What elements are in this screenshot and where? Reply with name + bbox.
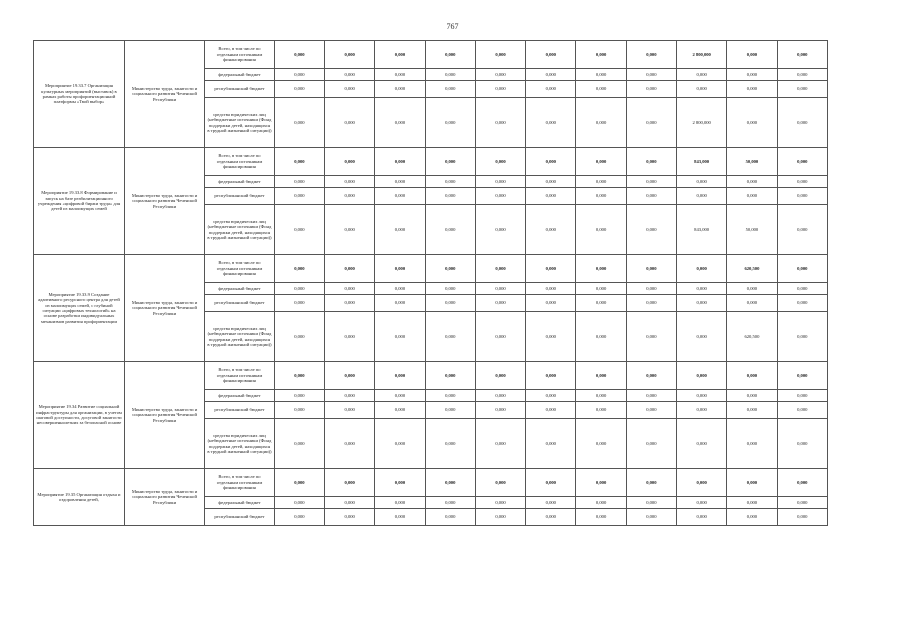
amount-cell: 0,000 — [727, 469, 777, 497]
amount-cell: 0,000 — [375, 419, 425, 469]
amount-cell: 0,000 — [777, 41, 827, 69]
amount-cell: 0,000 — [677, 509, 727, 526]
amount-cell: 0,000 — [727, 497, 777, 509]
amount-cell: 0,000 — [274, 176, 324, 188]
amount-cell: 0,000 — [777, 390, 827, 402]
table-row — [34, 41, 828, 69]
amount-cell: 0,000 — [677, 283, 727, 295]
amount-cell: 0,000 — [475, 390, 525, 402]
table-row — [34, 255, 828, 283]
amount-cell: 0,000 — [777, 176, 827, 188]
amount-cell: 0,000 — [475, 402, 525, 419]
amount-cell: 0,000 — [777, 402, 827, 419]
amount-cell: 0,000 — [727, 362, 777, 390]
amount-cell: 0,000 — [425, 390, 475, 402]
amount-cell: 0,000 — [475, 362, 525, 390]
amount-cell: 0,000 — [274, 312, 324, 362]
amount-cell: 0,000 — [375, 69, 425, 81]
amount-cell: 0,000 — [375, 402, 425, 419]
amount-cell: 0,000 — [626, 497, 676, 509]
amount-cell: 0,000 — [475, 419, 525, 469]
amount-cell: 0,000 — [626, 41, 676, 69]
amount-cell: 0,000 — [274, 390, 324, 402]
amount-cell: 0,000 — [274, 419, 324, 469]
amount-cell: 0,000 — [526, 362, 576, 390]
funding-source: Всего, в том числе по отдельным источникам финансирования — [205, 41, 275, 69]
funding-source: республиканский бюджет — [205, 81, 275, 98]
amount-cell: 0,000 — [677, 188, 727, 205]
amount-cell: 0,000 — [526, 188, 576, 205]
amount-cell: 0,000 — [425, 69, 475, 81]
amount-cell: 0,000 — [526, 205, 576, 255]
amount-cell: 0,000 — [325, 81, 375, 98]
amount-cell: 0,000 — [425, 188, 475, 205]
amount-cell: 0,000 — [576, 497, 626, 509]
amount-cell: 0,000 — [777, 98, 827, 148]
amount-cell: 0,000 — [677, 69, 727, 81]
amount-cell: 0,000 — [325, 205, 375, 255]
amount-cell: 0,000 — [475, 98, 525, 148]
amount-cell: 0,000 — [777, 283, 827, 295]
responsible-executor: Министерство труда, занятости и социального развития Чеченской Республики — [124, 362, 204, 469]
amount-cell: 0,000 — [626, 283, 676, 295]
amount-cell: 0,000 — [777, 81, 827, 98]
amount-cell: 0,000 — [526, 390, 576, 402]
amount-cell: 0,000 — [475, 69, 525, 81]
amount-cell: 0,000 — [526, 312, 576, 362]
amount-cell: 0,000 — [576, 188, 626, 205]
funding-source: федеральный бюджет — [205, 497, 275, 509]
responsible-executor: Министерство труда, занятости и социального развития Чеченской Республики — [124, 41, 204, 148]
amount-cell: 0,000 — [475, 312, 525, 362]
amount-cell: 0,000 — [777, 148, 827, 176]
amount-cell: 0,000 — [677, 81, 727, 98]
amount-cell: 0,000 — [576, 148, 626, 176]
amount-cell: 0,000 — [576, 283, 626, 295]
amount-cell: 620,500 — [727, 312, 777, 362]
amount-cell: 0,000 — [425, 176, 475, 188]
amount-cell: 0,000 — [677, 295, 727, 312]
amount-cell: 0,000 — [526, 98, 576, 148]
funding-source: федеральный бюджет — [205, 176, 275, 188]
funding-source: Всего, в том числе по отдельным источникам финансирования — [205, 255, 275, 283]
amount-cell: 0,000 — [526, 469, 576, 497]
amount-cell: 0,000 — [325, 362, 375, 390]
amount-cell: 0,000 — [677, 469, 727, 497]
amount-cell: 0,000 — [375, 148, 425, 176]
amount-cell: 0,000 — [677, 419, 727, 469]
amount-cell: 0,000 — [526, 283, 576, 295]
amount-cell: 0,000 — [576, 390, 626, 402]
amount-cell: 0,000 — [475, 255, 525, 283]
amount-cell: 0,000 — [274, 295, 324, 312]
funding-source: средства юридических лиц (небюджетные источники (Фонд поддержки детей, находящихся в трудной жизненной ситуации)) — [205, 419, 275, 469]
amount-cell: 0,000 — [475, 283, 525, 295]
event-name: Мероприятие 19.33.8 Формирование и запуск на базе реабилитационного учреждения «цифровой биржи труда» для детей из малоимущих семей — [34, 148, 125, 255]
amount-cell: 0,000 — [425, 98, 475, 148]
funding-source: средства юридических лиц (небюджетные источники (Фонд поддержки детей, находящихся в трудной жизненной ситуации)) — [205, 98, 275, 148]
amount-cell: 0,000 — [576, 402, 626, 419]
amount-cell: 0,000 — [325, 509, 375, 526]
amount-cell: 0,000 — [677, 402, 727, 419]
amount-cell: 0,000 — [425, 81, 475, 98]
amount-cell: 0,000 — [325, 469, 375, 497]
amount-cell: 0,000 — [475, 509, 525, 526]
amount-cell: 0,000 — [677, 312, 727, 362]
amount-cell: 0,000 — [325, 312, 375, 362]
amount-cell: 0,000 — [677, 497, 727, 509]
amount-cell: 0,000 — [274, 283, 324, 295]
event-name: Мероприятие 19.34 Развитие социальной инфраструктуры для организации, в учетом шаговой доступности, досуговой занятости несовершеннолетних за безопасной основе — [34, 362, 125, 469]
amount-cell: 2 800,000 — [677, 98, 727, 148]
amount-cell: 0,000 — [576, 69, 626, 81]
amount-cell: 0,000 — [375, 362, 425, 390]
amount-cell: 0,000 — [375, 205, 425, 255]
amount-cell: 0,000 — [727, 295, 777, 312]
funding-source: федеральный бюджет — [205, 283, 275, 295]
amount-cell: 0,000 — [626, 148, 676, 176]
amount-cell: 0,000 — [576, 312, 626, 362]
funding-source: федеральный бюджет — [205, 69, 275, 81]
amount-cell: 0,000 — [475, 295, 525, 312]
amount-cell: 0,000 — [526, 497, 576, 509]
amount-cell: 0,000 — [475, 148, 525, 176]
table-row — [34, 469, 828, 497]
amount-cell: 0,000 — [626, 176, 676, 188]
amount-cell: 0,000 — [475, 81, 525, 98]
amount-cell: 0,000 — [626, 98, 676, 148]
amount-cell: 0,000 — [626, 205, 676, 255]
amount-cell: 0,000 — [274, 509, 324, 526]
funding-source: Всего, в том числе по отдельным источникам финансирования — [205, 469, 275, 497]
amount-cell: 0,000 — [375, 469, 425, 497]
amount-cell: 0,000 — [727, 419, 777, 469]
amount-cell: 0,000 — [375, 312, 425, 362]
amount-cell: 0,000 — [375, 295, 425, 312]
amount-cell: 0,000 — [777, 205, 827, 255]
amount-cell: 0,000 — [325, 255, 375, 283]
funding-source: республиканский бюджет — [205, 295, 275, 312]
amount-cell: 0,000 — [274, 469, 324, 497]
amount-cell: 0,000 — [375, 509, 425, 526]
amount-cell: 0,000 — [375, 283, 425, 295]
table-row — [34, 148, 828, 176]
amount-cell: 0,000 — [626, 255, 676, 283]
amount-cell: 0,000 — [677, 390, 727, 402]
amount-cell: 0,000 — [626, 69, 676, 81]
amount-cell: 0,000 — [626, 509, 676, 526]
amount-cell: 0,000 — [425, 283, 475, 295]
amount-cell: 0,000 — [777, 255, 827, 283]
amount-cell: 0,000 — [475, 469, 525, 497]
amount-cell: 0,000 — [777, 509, 827, 526]
page-number: 767 — [446, 22, 459, 31]
amount-cell: 0,000 — [727, 81, 777, 98]
amount-cell: 0,000 — [375, 98, 425, 148]
event-name: Мероприятие 19.33.7 Организация культурных мероприятий (выставок) в рамках работы профориентационной платформы «Твой выбор» — [34, 41, 125, 148]
amount-cell: 0,000 — [375, 41, 425, 69]
amount-cell: 0,000 — [727, 402, 777, 419]
amount-cell: 50,000 — [727, 148, 777, 176]
amount-cell: 0,000 — [475, 176, 525, 188]
amount-cell: 0,000 — [576, 362, 626, 390]
amount-cell: 0,000 — [274, 402, 324, 419]
amount-cell: 0,000 — [274, 81, 324, 98]
amount-cell: 0,000 — [727, 176, 777, 188]
amount-cell: 0,000 — [325, 176, 375, 188]
amount-cell: 0,000 — [526, 509, 576, 526]
event-name: Мероприятие 19.33.9 Создание адаптивного ресурсного центра для детей из малоимущих семей, с глубиной ситуации «цифровых технологий» на основе разработки индивидуальных механизмов развития профориентации — [34, 255, 125, 362]
amount-cell: 843,000 — [677, 205, 727, 255]
amount-cell: 0,000 — [475, 41, 525, 69]
amount-cell: 0,000 — [375, 497, 425, 509]
amount-cell: 2 800,000 — [677, 41, 727, 69]
amount-cell: 0,000 — [425, 148, 475, 176]
amount-cell: 0,000 — [325, 402, 375, 419]
amount-cell: 0,000 — [626, 295, 676, 312]
amount-cell: 0,000 — [777, 469, 827, 497]
amount-cell: 0,000 — [425, 402, 475, 419]
amount-cell: 0,000 — [274, 188, 324, 205]
amount-cell: 0,000 — [425, 497, 475, 509]
amount-cell: 0,000 — [325, 283, 375, 295]
amount-cell: 0,000 — [576, 255, 626, 283]
amount-cell: 843,000 — [677, 148, 727, 176]
amount-cell: 0,000 — [576, 81, 626, 98]
amount-cell: 0,000 — [626, 81, 676, 98]
funding-source: Всего, в том числе по отдельным источникам финансирования — [205, 362, 275, 390]
amount-cell: 0,000 — [626, 402, 676, 419]
amount-cell: 0,000 — [325, 69, 375, 81]
amount-cell: 0,000 — [626, 312, 676, 362]
amount-cell: 0,000 — [325, 295, 375, 312]
amount-cell: 0,000 — [274, 205, 324, 255]
amount-cell: 0,000 — [526, 295, 576, 312]
amount-cell: 0,000 — [325, 41, 375, 69]
amount-cell: 0,000 — [626, 362, 676, 390]
amount-cell: 0,000 — [526, 176, 576, 188]
budget-table — [33, 40, 828, 526]
amount-cell: 0,000 — [576, 176, 626, 188]
amount-cell: 0,000 — [727, 390, 777, 402]
amount-cell: 0,000 — [425, 255, 475, 283]
amount-cell: 0,000 — [375, 390, 425, 402]
responsible-executor: Министерство труда, занятости и социального развития Чеченской Республики — [124, 255, 204, 362]
funding-source: средства юридических лиц (небюджетные источники (Фонд поддержки детей, находящихся в трудной жизненной ситуации)) — [205, 205, 275, 255]
amount-cell: 0,000 — [777, 69, 827, 81]
amount-cell: 0,000 — [274, 148, 324, 176]
amount-cell: 0,000 — [425, 205, 475, 255]
amount-cell: 0,000 — [576, 98, 626, 148]
amount-cell: 0,000 — [425, 362, 475, 390]
amount-cell: 0,000 — [475, 205, 525, 255]
amount-cell: 0,000 — [727, 98, 777, 148]
amount-cell: 0,000 — [777, 497, 827, 509]
amount-cell: 0,000 — [727, 283, 777, 295]
amount-cell: 0,000 — [475, 497, 525, 509]
amount-cell: 0,000 — [727, 188, 777, 205]
amount-cell: 0,000 — [576, 509, 626, 526]
amount-cell: 0,000 — [777, 362, 827, 390]
amount-cell: 0,000 — [777, 295, 827, 312]
amount-cell: 0,000 — [526, 402, 576, 419]
amount-cell: 0,000 — [375, 255, 425, 283]
amount-cell: 0,000 — [576, 295, 626, 312]
amount-cell: 0,000 — [425, 295, 475, 312]
amount-cell: 0,000 — [777, 188, 827, 205]
amount-cell: 0,000 — [274, 41, 324, 69]
amount-cell: 0,000 — [274, 255, 324, 283]
funding-source: республиканский бюджет — [205, 402, 275, 419]
amount-cell: 0,000 — [274, 362, 324, 390]
amount-cell: 0,000 — [425, 419, 475, 469]
amount-cell: 0,000 — [375, 188, 425, 205]
amount-cell: 0,000 — [677, 362, 727, 390]
amount-cell: 0,000 — [777, 419, 827, 469]
amount-cell: 0,000 — [526, 81, 576, 98]
amount-cell: 0,000 — [526, 69, 576, 81]
amount-cell: 0,000 — [526, 41, 576, 69]
amount-cell: 0,000 — [576, 41, 626, 69]
amount-cell: 0,000 — [626, 469, 676, 497]
amount-cell: 0,000 — [526, 148, 576, 176]
event-name: Мероприятие 19.35 Организация отдыха и оздоровления детей, — [34, 469, 125, 526]
amount-cell: 0,000 — [375, 81, 425, 98]
amount-cell: 0,000 — [626, 390, 676, 402]
amount-cell: 0,000 — [727, 509, 777, 526]
amount-cell: 0,000 — [425, 312, 475, 362]
amount-cell: 0,000 — [526, 419, 576, 469]
funding-source: средства юридических лиц (небюджетные источники (Фонд поддержки детей, находящихся в трудной жизненной ситуации)) — [205, 312, 275, 362]
amount-cell: 0,000 — [576, 205, 626, 255]
amount-cell: 0,000 — [425, 41, 475, 69]
amount-cell: 0,000 — [325, 188, 375, 205]
funding-source: федеральный бюджет — [205, 390, 275, 402]
amount-cell: 0,000 — [375, 176, 425, 188]
amount-cell: 0,000 — [425, 469, 475, 497]
amount-cell: 0,000 — [677, 255, 727, 283]
amount-cell: 620,500 — [727, 255, 777, 283]
amount-cell: 0,000 — [425, 509, 475, 526]
amount-cell: 0,000 — [777, 312, 827, 362]
amount-cell: 0,000 — [677, 176, 727, 188]
amount-cell: 0,000 — [325, 497, 375, 509]
responsible-executor: Министерство труда, занятости и социального развития Чеченской Республики — [124, 148, 204, 255]
table-row — [34, 362, 828, 390]
amount-cell: 0,000 — [626, 419, 676, 469]
amount-cell: 50,000 — [727, 205, 777, 255]
responsible-executor: Министерство труда, занятости и социального развития Чеченской Республики — [124, 469, 204, 526]
amount-cell: 0,000 — [526, 255, 576, 283]
amount-cell: 0,000 — [325, 390, 375, 402]
amount-cell: 0,000 — [325, 148, 375, 176]
amount-cell: 0,000 — [274, 497, 324, 509]
funding-source: республиканский бюджет — [205, 188, 275, 205]
amount-cell: 0,000 — [475, 188, 525, 205]
amount-cell: 0,000 — [325, 419, 375, 469]
amount-cell: 0,000 — [325, 98, 375, 148]
amount-cell: 0,000 — [626, 188, 676, 205]
funding-source: Всего, в том числе по отдельным источникам финансирования — [205, 148, 275, 176]
amount-cell: 0,000 — [576, 419, 626, 469]
funding-source: республиканский бюджет — [205, 509, 275, 526]
amount-cell: 0,000 — [274, 98, 324, 148]
amount-cell: 0,000 — [576, 469, 626, 497]
amount-cell: 0,000 — [727, 41, 777, 69]
amount-cell: 0,000 — [727, 69, 777, 81]
amount-cell: 0,000 — [274, 69, 324, 81]
